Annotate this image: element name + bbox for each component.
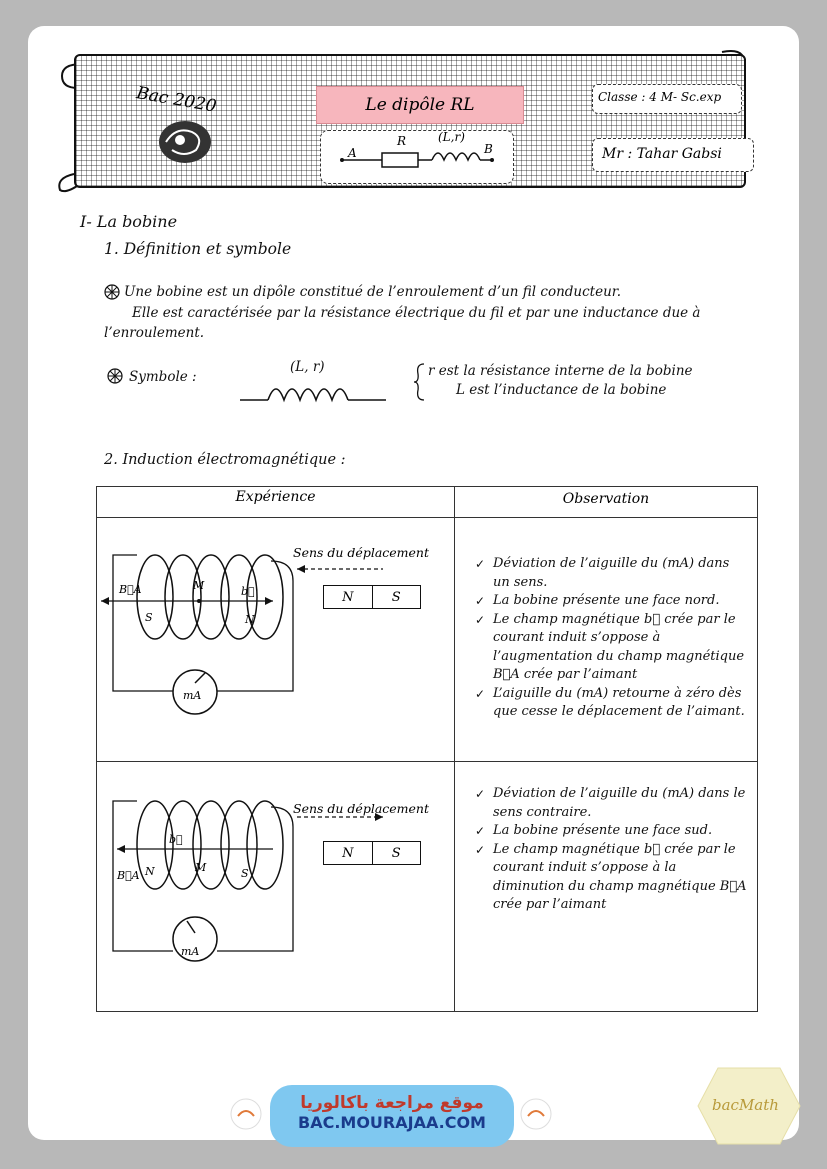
magnet-south: S — [391, 845, 401, 861]
subsection-induction: 2. Induction électromagnétique : — [104, 452, 346, 468]
symbole-label: Symbole : — [129, 369, 197, 385]
header-banner — [52, 42, 752, 194]
banner-arabic: موقع مراجعة باكالوريا — [300, 1093, 484, 1113]
symbol-lr-label: (L, r) — [290, 359, 325, 375]
label-n: N — [245, 613, 255, 626]
magnet — [323, 585, 421, 609]
label-ma: mA — [181, 945, 200, 958]
label-b: b⃗ — [169, 833, 183, 846]
label-ba: B⃗A — [119, 583, 142, 596]
list-item: ✓ Déviation de l’aiguille du (mA) dans un sens. — [473, 555, 749, 592]
list-item: ✓ Le champ magnétique b⃗ crée par le courant induit s’oppose à la diminution du champ magnétique B⃗A crée par l’aimant — [473, 841, 749, 915]
label-s: S — [145, 611, 153, 624]
label-m: M — [195, 861, 207, 874]
experiment-table — [96, 486, 758, 1012]
label-m: M — [193, 579, 205, 592]
list-item: ✓ Déviation de l’aiguille du (mA) dans le sens contraire. — [473, 785, 749, 822]
subsection-definition: 1. Définition et symbole — [104, 240, 292, 258]
observation-list-1 — [473, 555, 749, 722]
classe-label: Classe : 4 M- Sc.exp — [598, 90, 722, 104]
experiment-2-diagram — [97, 761, 454, 1011]
list-item: ✓ Le champ magnétique b⃗ crée par le courant induit s’oppose à l’augmentation du champ magnétique B⃗A crée par l’aimant — [473, 611, 749, 685]
table-divider — [454, 487, 455, 1011]
label-ma: mA — [183, 689, 202, 702]
circuit-label-r: R — [397, 134, 407, 148]
definition-line-2: Elle est caractérisée par la résistance électrique du fil et par une inductance due à — [132, 305, 701, 321]
observation-list-2 — [473, 785, 749, 915]
list-item: ✓ La bobine présente une face sud. — [473, 822, 749, 841]
curly-brace — [412, 362, 426, 402]
banner-logo-right-icon — [520, 1098, 552, 1130]
bac-label: Bac 2020 — [134, 83, 218, 117]
label-s: S — [241, 867, 249, 880]
circuit-label-b: B — [484, 142, 493, 156]
list-item: ✓ L’aiguille du (mA) retourne à zéro dès que cesse le déplacement de l’aimant. — [473, 685, 749, 722]
bullet-flower-icon — [104, 284, 120, 300]
magnet-north: N — [324, 586, 373, 608]
magnet-north: N — [324, 842, 373, 864]
coil-symbol — [238, 376, 388, 406]
sens-deplacement-label: Sens du déplacement — [293, 545, 429, 560]
list-item: ✓ La bobine présente une face nord. — [473, 592, 749, 611]
l-description: L est l’inductance de la bobine — [456, 382, 667, 398]
site-banner[interactable] — [270, 1085, 514, 1147]
magnet-south: S — [391, 589, 401, 605]
circuit-label-a: A — [348, 146, 357, 160]
col-header-experience: Expérience — [235, 489, 316, 505]
bacmath-logo-text: bacMath — [712, 1096, 779, 1114]
magnet — [323, 841, 421, 865]
sens-deplacement-label: Sens du déplacement — [293, 801, 429, 816]
banner-site[interactable]: BAC.MOURAJAA.COM — [298, 1113, 486, 1132]
r-description: r est la résistance interne de la bobine — [428, 363, 693, 379]
page-title: Le dipôle RL — [316, 86, 524, 124]
definition-line-3: l’enroulement. — [104, 325, 205, 341]
label-n: N — [145, 865, 155, 878]
logo-emblem-icon — [156, 118, 214, 166]
teacher-label: Mr : Tahar Gabsi — [602, 146, 722, 162]
bullet-flower-icon — [107, 368, 123, 384]
definition-line-1: Une bobine est un dipôle constitué de l’enroulement d’un fil conducteur. — [124, 284, 622, 300]
circuit-label-lr: (L,r) — [438, 130, 465, 144]
section-title: I- La bobine — [80, 212, 178, 231]
col-header-observation: Observation — [562, 491, 650, 507]
label-ba: B⃗A — [117, 869, 140, 882]
banner-logo-left-icon — [230, 1098, 262, 1130]
label-b: b⃗ — [241, 585, 255, 598]
